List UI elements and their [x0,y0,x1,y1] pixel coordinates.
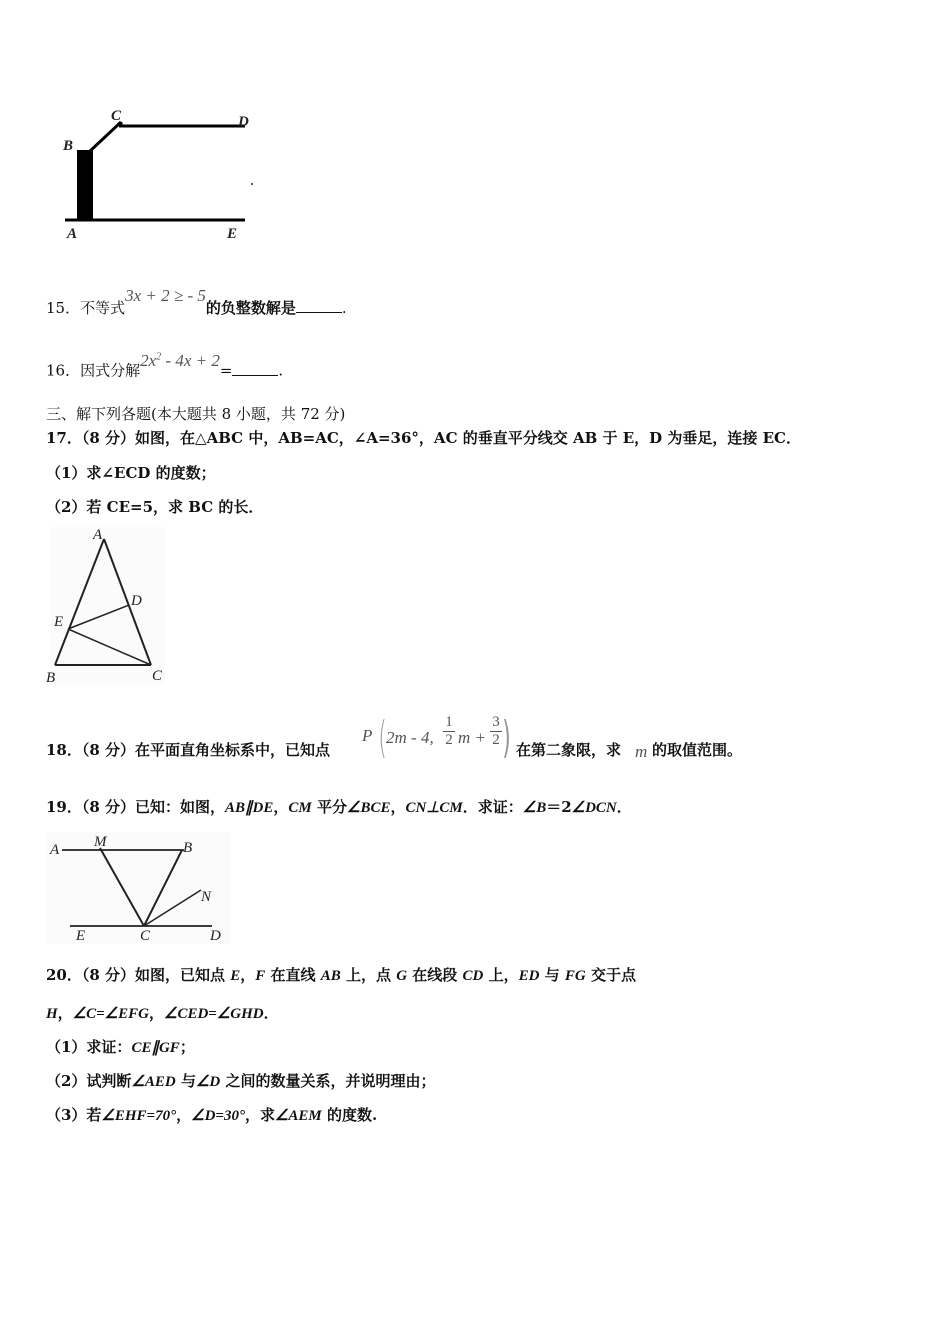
q20-l1-fg: FG [564,968,586,984]
q20-p3-m2: ∠D=30° [191,1108,245,1124]
label-b: B [46,670,56,686]
label-c: C [111,108,122,124]
q19-s5: ＝2 [546,798,572,816]
q20-p2-c: 之间的数量关系，并说明理由； [220,1072,436,1090]
q20-l2-end: ． [263,1004,279,1022]
q16-prefix: 因式分解 [80,361,141,380]
q20-l1-a: 20．（8 分）如图，已知点 [46,966,231,984]
q18-frac1-num: 1 [445,714,453,730]
q20-p1-a: （1）求证： [46,1038,132,1056]
q20-l1-c: 在直线 [265,966,321,984]
q20-l1-h: 交于点 [585,966,636,984]
q20-part1 [46,1037,195,1058]
label-d: D [131,593,142,609]
q19-s3: ， [390,798,406,816]
q19-s1: ， [273,798,289,816]
q18-point-p: P [362,726,373,745]
q15-end: . [341,299,347,317]
label-b: B [63,138,74,154]
q20-p3-b: ， [176,1106,192,1124]
figure-q17 [40,525,170,690]
q18-end: 的取值范围。 [652,741,743,759]
q18-fraction-1 [443,714,455,749]
q20-p3-m3: ∠AEM [274,1108,322,1124]
q19-c5: ∠B [522,800,547,816]
q15-answer-blank[interactable] [296,298,342,313]
q18-suffix: 在第二象限，求 [516,741,622,759]
q19-c3: ∠BCE [347,800,391,816]
q20-l1-ed: ED [518,968,540,984]
label-c: C [152,668,163,684]
q20-p1-m: CE∥GF [131,1040,180,1056]
q19-s2: 平分 [311,798,347,816]
q17-part2: （2）若 CE=5，求 BC 的长． [46,498,264,516]
label-b: B [183,840,193,856]
q16-number: 16． [46,361,81,380]
label-m: M [94,834,107,850]
q15-expression: 3x + 2 ≥ - 5 [125,286,206,305]
q18-frac2-den: 2 [492,732,500,748]
q20-p3-end: 的度数. [321,1106,378,1124]
q20-l1-ab: AB [320,968,341,984]
q16-expr-a: 2x [140,350,157,370]
q15-number: 15． [46,299,81,317]
q20-l1-cd: CD [462,968,484,984]
label-e: E [76,928,86,944]
q18-var-m: m [635,742,648,761]
question-19 [46,797,632,818]
figure-q14 [55,100,265,250]
q20-part3 [46,1105,377,1126]
q19-c2: CM [288,800,312,816]
label-e: E [227,226,238,242]
q19-c1: AB∥DE [225,800,274,816]
q16-expression [140,351,220,370]
q20-p3-c: ，求 [244,1106,275,1124]
q20-p2-b: 与 [175,1072,196,1090]
q20-p2-m1: ∠AED [131,1074,176,1090]
q20-l1-g2: 与 [539,966,565,984]
q17-stem: 17．（8 分）如图，在△ABC 中，AB=AC，∠A=36°，AC 的垂直平分线交 AB 于 E，D 为垂足，连接 EC． [46,429,801,447]
q18-fraction-2 [490,714,502,749]
q20-l2-a: ， [57,1004,73,1022]
q18-frac2-num: 3 [492,714,500,730]
q20-l1-d: 上，点 [340,966,397,984]
q19-s6: ． [616,798,632,816]
q20-line2 [46,1003,279,1024]
q18-frac1-den: 2 [445,732,453,748]
q20-p1-end: ； [179,1038,195,1056]
q20-p3-m1: ∠EHF=70° [101,1108,177,1124]
q19-num: 19．（8 分）已知：如图， [46,798,226,816]
label-a: A [50,842,60,858]
q18-prefix: 18．（8 分）在平面直角坐标系中，已知点 [46,741,331,759]
q18-left-paren: ( [378,712,387,763]
label-d: D [210,928,221,944]
q20-l1-e2: 在线段 [407,966,463,984]
q18-mid-expr: m + [458,728,486,747]
q20-l2-c1: ∠C=∠EFG [72,1006,149,1022]
q15-prefix: 不等式 [80,299,126,317]
q15-suffix: 的负整数解是 [205,299,296,317]
q16-expr-sup: 2 [156,351,162,362]
q20-p2-a: （2）试判断 [46,1072,132,1090]
question-16 [46,350,284,381]
label-d: D [238,114,249,130]
section-3-title: 三、解下列各题(本大题共 8 小题，共 72 分) [46,405,346,423]
label-a: A [67,226,78,242]
q18-right-paren: ) [502,712,511,763]
q20-l1-f: F [255,968,266,984]
q16-expr-b: - 4x + 2 [161,350,220,370]
q20-l2-b: ， [148,1004,164,1022]
q19-c4: CN⊥CM [405,800,463,816]
q20-p2-m2: ∠D [195,1074,221,1090]
q20-l1-g: G [396,968,408,984]
q20-l2-c2: ∠CED=∠GHD [164,1006,264,1022]
label-a: A [93,527,103,543]
label-c: C [140,928,151,944]
q20-l1-f2: 上， [483,966,519,984]
segment-bc [89,122,121,152]
figure-q19 [44,830,234,948]
q16-answer-blank[interactable] [232,361,278,376]
q20-l1-b: ， [240,966,256,984]
q20-l1-e: E [230,968,241,984]
q20-part2 [46,1071,436,1092]
label-n: N [201,889,212,905]
wall-block [77,150,93,220]
q20-line1 [46,965,636,986]
q16-eq: = [219,361,233,380]
q17-part1: （1）求∠ECD 的度数； [46,464,216,482]
dot-mark [251,183,253,185]
question-15 [46,286,347,318]
q20-p3-a: （3）若 [46,1106,102,1124]
q16-end: . [278,361,284,380]
label-e: E [54,614,64,630]
q20-l2-h: H [46,1006,58,1022]
q19-s4: ．求证： [462,798,523,816]
q18-x-expr: 2m - 4, [386,728,434,747]
q19-c6: ∠DCN [571,800,617,816]
question-18 [46,714,906,770]
